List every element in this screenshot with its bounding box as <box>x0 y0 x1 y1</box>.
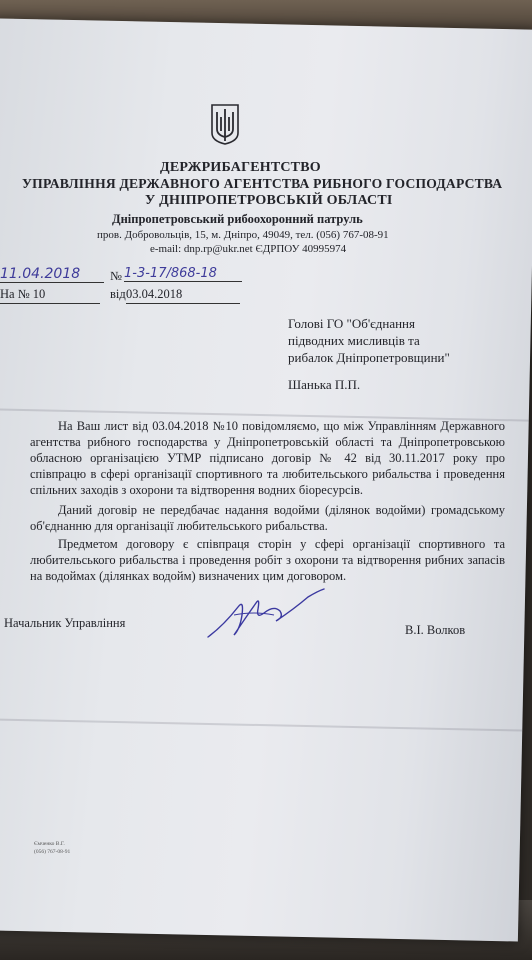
addressee-line-1: Голові ГО "Об'єднання <box>288 316 415 331</box>
addressee-name: Шанька П.П. <box>288 377 361 392</box>
reference-number: На № 10 <box>0 286 100 304</box>
letterhead-region: У ДНІПРОПЕТРОВСЬКІЙ ОБЛАСТІ <box>145 193 393 208</box>
reference-date-label: від <box>110 287 126 301</box>
reference-date: 03.04.2018 <box>126 286 240 304</box>
letterhead-address: пров. Добровольців, 15, м. Дніпро, 49049, тел. (056) 767-08-91 <box>97 229 389 241</box>
outgoing-number: 1-3-17/868-18 <box>124 266 242 282</box>
letterhead-patrol: Дніпропетровський рибоохоронний патруль <box>112 212 363 226</box>
addressee-line-3: рибалок Дніпропетровщини" <box>288 350 450 365</box>
letterhead-contacts: e-mail: dnp.rp@ukr.net ЄДРПОУ 40995974 <box>150 243 347 255</box>
outgoing-date: 11.04.2018 <box>0 266 104 283</box>
executor-phone: (056) 767-08-91 <box>34 849 71 855</box>
letterhead-agency-full: УПРАВЛІННЯ ДЕРЖАВНОГО АГЕНТСТВА РИБНОГО ГОСПОДАРСТВА <box>22 176 503 191</box>
executor-name: Ємченко В.Г. <box>34 841 65 847</box>
signatory-name: В.І. Волков <box>405 623 466 637</box>
outgoing-number-prefix: № <box>110 269 122 283</box>
body-paragraph-3: Предметом договору є співпраця сторін у сфері організації спортивного та любительського рибальства і проведення робіт з охорони та відтворення рибних запасів на водоймах (ділянках водойм) визначених цим договором. <box>30 537 505 583</box>
letterhead-agency-short: ДЕРЖРИБАГЕНТСТВО <box>160 160 321 175</box>
signatory-position: Начальник Управління <box>4 616 126 630</box>
coat-of-arms-icon <box>210 103 240 145</box>
body-paragraph-2: Даний договір не передбачає надання водойми (ділянок водойми) громадському об'єднанню для організації любительського рибальства. <box>30 503 505 533</box>
body-paragraph-1: На Ваш лист від 03.04.2018 №10 повідомляємо, що між Управлінням Державного агентства рибного господарства у Дніпропетровській області та Дніпропетровською обласною організацією УТМР підписано договір № 42 від 30.11.2017 року про співпрацю в сфері організації спортивного та любительського рибальства і проведення спільних заходів з охорони та відтворення водних біоресурсів. <box>30 419 505 497</box>
handwritten-signature <box>204 585 329 645</box>
addressee-line-2: підводних мисливців та <box>288 333 420 348</box>
